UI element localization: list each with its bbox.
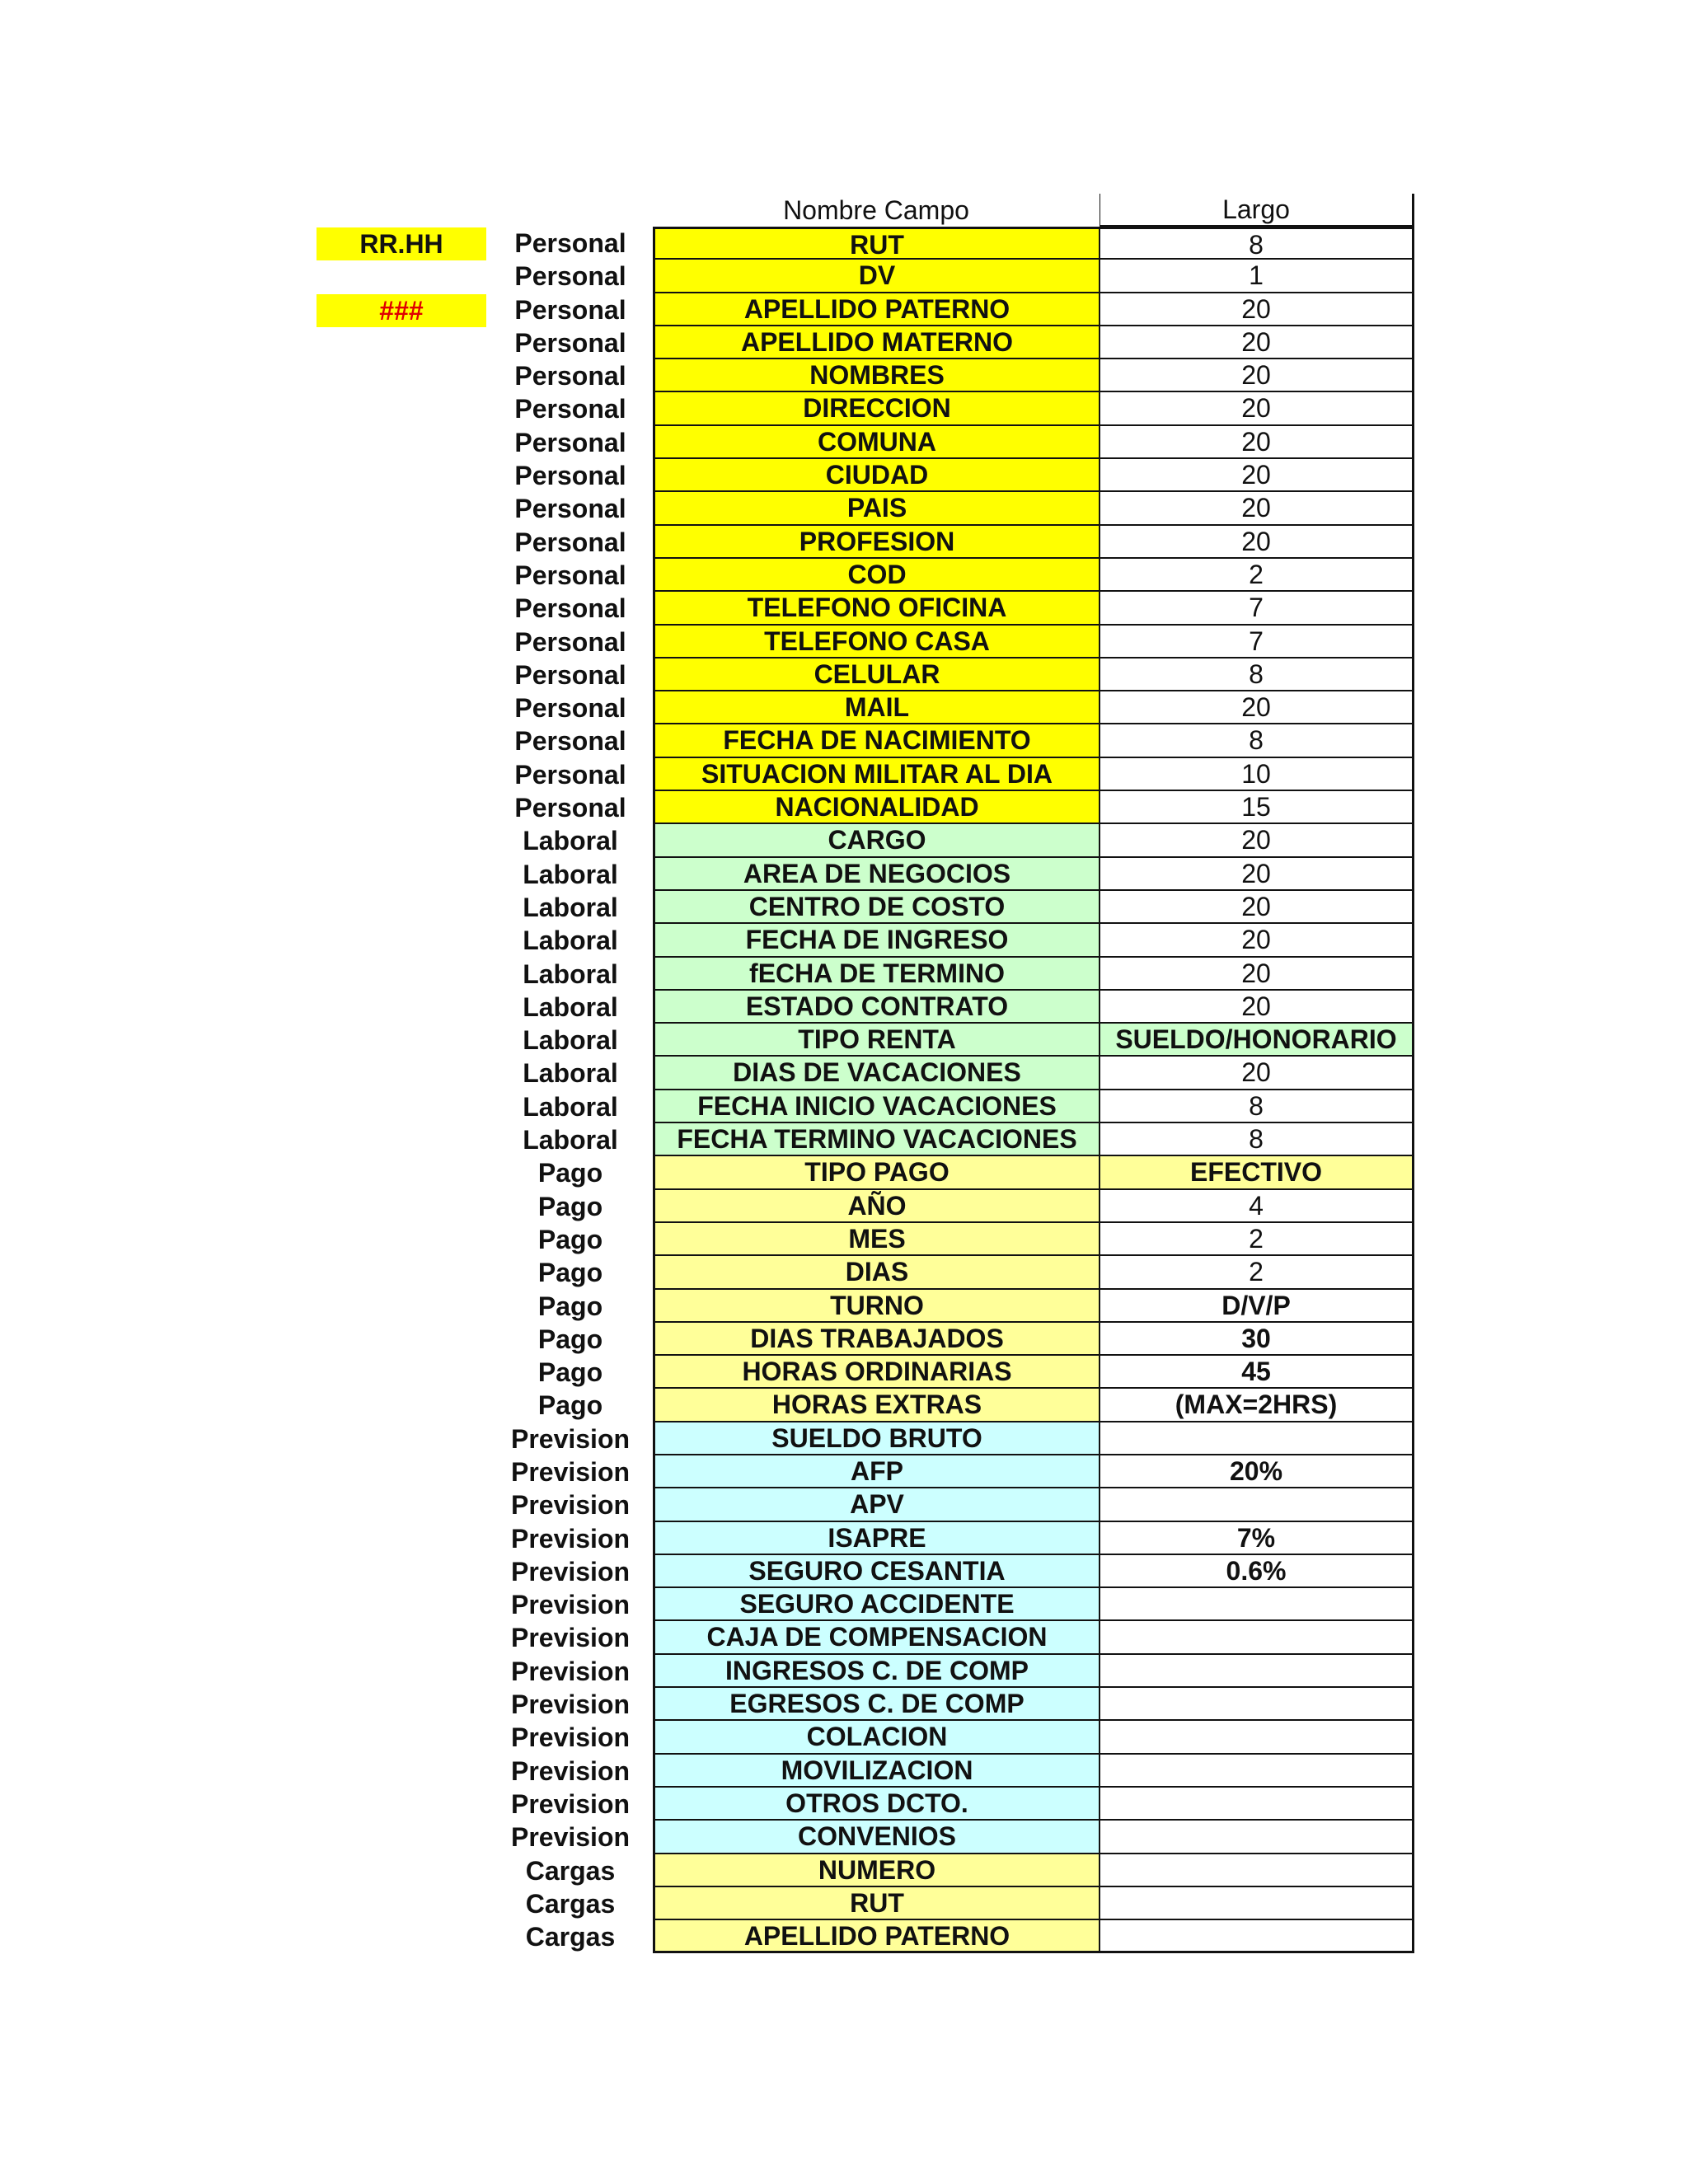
table-row [488,1123,1414,1156]
category-cell[interactable]: Laboral [523,1058,618,1089]
length-cell[interactable]: 20 [1100,924,1414,957]
table-row [488,1555,1414,1588]
length-cell[interactable]: 8 [1100,1090,1414,1123]
category-cell[interactable]: Personal [514,327,626,358]
length-cell[interactable] [1100,1788,1414,1821]
field-name-cell[interactable]: SITUACION MILITAR AL DIA [653,758,1100,791]
length-cell[interactable]: 20 [1100,459,1414,492]
table-row [488,858,1414,891]
field-name-cell[interactable]: PROFESION [653,526,1100,559]
table-row [488,326,1414,359]
length-cell[interactable]: 20 [1100,1057,1414,1090]
category-cell[interactable]: Personal [514,759,626,790]
table-row [488,492,1414,525]
category-cell[interactable]: Personal [514,228,626,258]
length-cell[interactable]: 20 [1100,691,1414,724]
length-cell[interactable] [1100,1655,1414,1688]
category-cell[interactable]: Pago [537,1258,603,1288]
table-row [488,1920,1414,1953]
length-cell[interactable] [1100,1854,1414,1887]
length-cell[interactable]: 20 [1100,426,1414,459]
category-cell[interactable]: Pago [537,1158,603,1188]
field-name-cell[interactable]: APELLIDO PATERNO [653,293,1100,326]
table-row [488,1256,1414,1289]
length-cell[interactable]: 20 [1100,359,1414,392]
table-row [488,1389,1414,1422]
table-row [488,1854,1414,1887]
table-row [488,592,1414,625]
tag-rrhh[interactable]: RR.HH [316,227,486,260]
header-nombre-campo: Nombre Campo [783,195,969,225]
category-cell[interactable]: Personal [514,261,626,292]
length-cell[interactable]: 20 [1100,891,1414,924]
category-cell[interactable]: Personal [514,461,626,491]
category-cell[interactable]: Prevision [510,1490,631,1521]
category-cell[interactable]: Prevision [510,1456,631,1487]
field-name-cell[interactable]: APELLIDO PATERNO [653,1920,1100,1953]
field-name-cell[interactable]: PAIS [653,492,1100,525]
category-cell[interactable]: Pago [537,1357,603,1388]
length-cell[interactable] [1100,1721,1414,1754]
field-name-cell[interactable]: EGRESOS C. DE COMP [653,1688,1100,1721]
length-cell[interactable] [1100,1422,1414,1455]
field-name-cell[interactable]: OTROS DCTO. [653,1788,1100,1821]
length-cell[interactable]: 8 [1100,724,1414,757]
field-name-cell[interactable]: SEGURO ACCIDENTE [653,1588,1100,1621]
length-cell[interactable] [1100,1887,1414,1920]
field-name-cell[interactable]: FECHA DE INGRESO [653,924,1100,957]
length-cell[interactable]: 2 [1100,559,1414,592]
category-cell[interactable]: Personal [514,394,626,424]
table-row [488,658,1414,691]
table-row [488,1422,1414,1455]
category-cell[interactable]: Laboral [523,1125,618,1155]
table-row [488,1721,1414,1754]
category-cell[interactable]: Prevision [510,1623,631,1653]
table-row [488,1621,1414,1654]
field-name-cell[interactable]: MES [653,1223,1100,1256]
table-row [488,758,1414,791]
field-name-cell[interactable]: COLACION [653,1721,1100,1754]
table-row [488,626,1414,658]
table-row [488,1323,1414,1356]
length-cell[interactable] [1100,1688,1414,1721]
length-cell[interactable]: 1 [1100,260,1414,293]
category-cell[interactable]: Laboral [523,1091,618,1122]
field-name-cell[interactable]: DIRECCION [653,392,1100,425]
length-cell[interactable]: 20 [1100,858,1414,891]
table-row [488,1057,1414,1090]
field-name-cell[interactable]: ESTADO CONTRATO [653,991,1100,1024]
category-cell[interactable]: Pago [537,1390,603,1421]
category-cell[interactable]: Laboral [523,892,618,922]
length-cell[interactable]: (MAX=2HRS) [1100,1389,1414,1422]
table-row [488,724,1414,757]
category-cell[interactable]: Prevision [510,1656,631,1686]
table-row [488,1522,1414,1555]
field-name-cell[interactable]: TURNO [653,1290,1100,1323]
length-cell[interactable]: 15 [1100,791,1414,824]
table-row [488,958,1414,991]
length-cell[interactable]: 20 [1100,824,1414,857]
table-row [488,1024,1414,1057]
table-row [488,426,1414,459]
length-cell[interactable]: 20 [1100,991,1414,1024]
table-row [488,1755,1414,1788]
field-name-cell[interactable]: RUT [653,1887,1100,1920]
field-name-cell[interactable]: DV [653,260,1100,293]
category-cell[interactable]: Prevision [510,1722,631,1753]
table-row [488,1090,1414,1123]
category-cell[interactable]: Personal [514,626,626,657]
table-row [488,359,1414,392]
field-name-cell[interactable]: APELLIDO MATERNO [653,326,1100,359]
category-cell[interactable]: Personal [514,593,626,624]
table-row [488,824,1414,857]
category-cell[interactable]: Personal [514,726,626,757]
category-cell[interactable]: Personal [514,427,626,457]
field-name-cell[interactable]: AÑO [653,1190,1100,1223]
table-row [488,1588,1414,1621]
length-cell[interactable]: 20 [1100,958,1414,991]
field-name-cell[interactable]: fECHA DE TERMINO [653,958,1100,991]
field-name-cell[interactable]: HORAS ORDINARIAS [653,1356,1100,1389]
length-cell[interactable]: D/V/P [1100,1290,1414,1323]
category-cell[interactable]: Prevision [510,1690,631,1720]
length-cell[interactable] [1100,1588,1414,1621]
field-name-cell[interactable]: TIPO PAGO [653,1156,1100,1189]
field-name-cell[interactable]: FECHA INICIO VACACIONES [653,1090,1100,1123]
table-row [488,1290,1414,1323]
table-row [488,924,1414,957]
field-name-cell[interactable]: DIAS TRABAJADOS [653,1323,1100,1356]
field-name-cell[interactable]: FECHA DE NACIMIENTO [653,724,1100,757]
length-cell[interactable]: 2 [1100,1223,1414,1256]
category-cell[interactable]: Personal [514,693,626,724]
category-cell[interactable]: Prevision [510,1556,631,1586]
field-name-cell[interactable]: CAJA DE COMPENSACION [653,1621,1100,1654]
length-cell[interactable]: 0.6% [1100,1555,1414,1588]
field-name-cell[interactable]: SEGURO CESANTIA [653,1555,1100,1588]
length-cell[interactable]: 20 [1100,526,1414,559]
category-cell[interactable]: Laboral [523,1025,618,1056]
length-cell[interactable] [1100,1920,1414,1953]
field-name-cell[interactable]: CIUDAD [653,459,1100,492]
category-cell[interactable]: Laboral [523,826,618,856]
length-cell[interactable]: 20% [1100,1455,1414,1488]
table-row [488,1655,1414,1688]
field-name-cell[interactable]: TIPO RENTA [653,1024,1100,1057]
tag-overflow[interactable]: ### [316,294,486,327]
field-name-cell[interactable]: COMUNA [653,426,1100,459]
header-largo: Largo [1100,194,1414,227]
table-row [488,559,1414,592]
length-cell[interactable]: 8 [1100,1123,1414,1156]
table-row [488,526,1414,559]
category-cell[interactable]: Cargas [525,1855,616,1886]
field-name-cell[interactable]: APV [653,1488,1100,1521]
category-cell[interactable]: Personal [514,494,626,524]
table-row [488,1223,1414,1256]
table-row [488,1821,1414,1854]
category-cell[interactable]: Laboral [523,991,618,1022]
length-cell[interactable]: 10 [1100,758,1414,791]
length-cell[interactable] [1100,1821,1414,1854]
field-name-cell[interactable]: RUT [653,227,1100,260]
category-cell[interactable]: Pago [537,1291,603,1321]
category-cell[interactable]: Prevision [510,1523,631,1554]
length-cell[interactable] [1100,1488,1414,1521]
category-cell[interactable]: Pago [537,1324,603,1354]
length-cell[interactable] [1100,1621,1414,1654]
length-cell[interactable]: 30 [1100,1323,1414,1356]
length-cell[interactable]: 20 [1100,293,1414,326]
field-name-cell[interactable]: HORAS EXTRAS [653,1389,1100,1422]
table-row [488,1455,1414,1488]
category-cell[interactable]: Personal [514,659,626,690]
field-name-cell[interactable]: FECHA TERMINO VACACIONES [653,1123,1100,1156]
category-cell[interactable]: Personal [514,527,626,557]
field-name-cell[interactable]: TELEFONO CASA [653,626,1100,658]
field-name-cell[interactable]: NOMBRES [653,359,1100,392]
length-cell[interactable]: 8 [1100,658,1414,691]
table-row [488,991,1414,1024]
length-cell[interactable]: 20 [1100,492,1414,525]
length-cell[interactable]: 45 [1100,1356,1414,1389]
field-name-cell[interactable]: CARGO [653,824,1100,857]
length-cell[interactable]: 8 [1100,227,1414,260]
table-row [488,293,1414,326]
field-name-cell[interactable]: COD [653,559,1100,592]
category-cell[interactable]: Prevision [510,1822,631,1853]
table-row [488,227,1414,260]
table-row [488,1190,1414,1223]
field-name-cell[interactable]: MAIL [653,691,1100,724]
field-name-cell[interactable]: DIAS [653,1256,1100,1289]
field-name-cell[interactable]: DIAS DE VACACIONES [653,1057,1100,1090]
table-row [488,1688,1414,1721]
category-cell[interactable]: Laboral [523,958,618,989]
table-row [488,459,1414,492]
field-name-cell[interactable]: AFP [653,1455,1100,1488]
length-cell[interactable]: SUELDO/HONORARIO [1100,1024,1414,1057]
length-cell[interactable]: 7 [1100,626,1414,658]
category-cell[interactable]: Pago [537,1191,603,1221]
length-cell[interactable]: 4 [1100,1190,1414,1223]
table-row [488,1156,1414,1189]
category-cell[interactable]: Prevision [510,1590,631,1620]
table-row [488,891,1414,924]
category-cell[interactable]: Personal [514,560,626,590]
field-name-cell[interactable]: NUMERO [653,1854,1100,1887]
field-name-cell[interactable]: INGRESOS C. DE COMP [653,1655,1100,1688]
length-cell[interactable]: 20 [1100,326,1414,359]
table-row [488,791,1414,824]
field-name-cell[interactable]: MOVILIZACION [653,1755,1100,1788]
category-cell[interactable]: Prevision [510,1755,631,1786]
category-cell[interactable]: Personal [514,793,626,823]
table-row [488,260,1414,293]
length-cell[interactable]: 7 [1100,592,1414,625]
length-cell[interactable] [1100,1755,1414,1788]
table-row [488,1356,1414,1389]
fields-table [488,227,1414,1953]
table-row [488,392,1414,425]
length-cell[interactable]: 7% [1100,1522,1414,1555]
category-cell[interactable]: Laboral [523,926,618,956]
category-cell[interactable]: Cargas [525,1888,616,1919]
field-name-cell[interactable]: CELULAR [653,658,1100,691]
category-cell[interactable]: Laboral [523,859,618,889]
field-name-cell[interactable]: CENTRO DE COSTO [653,891,1100,924]
field-name-cell[interactable]: CONVENIOS [653,1821,1100,1854]
table-row [488,1887,1414,1920]
field-name-cell[interactable]: NACIONALIDAD [653,791,1100,824]
length-cell[interactable]: 2 [1100,1256,1414,1289]
field-name-cell[interactable]: SUELDO BRUTO [653,1422,1100,1455]
category-cell[interactable]: Personal [514,361,626,391]
table-row [488,1788,1414,1821]
field-name-cell[interactable]: AREA DE NEGOCIOS [653,858,1100,891]
field-name-cell[interactable]: ISAPRE [653,1522,1100,1555]
category-cell[interactable]: Personal [514,294,626,325]
category-cell[interactable]: Pago [537,1224,603,1254]
category-cell[interactable]: Prevision [510,1423,631,1454]
length-cell[interactable]: EFECTIVO [1100,1156,1414,1189]
category-cell[interactable]: Prevision [510,1788,631,1819]
category-cell[interactable]: Cargas [525,1922,616,1952]
field-name-cell[interactable]: TELEFONO OFICINA [653,592,1100,625]
table-row [488,691,1414,724]
length-cell[interactable]: 20 [1100,392,1414,425]
table-row [488,1488,1414,1521]
